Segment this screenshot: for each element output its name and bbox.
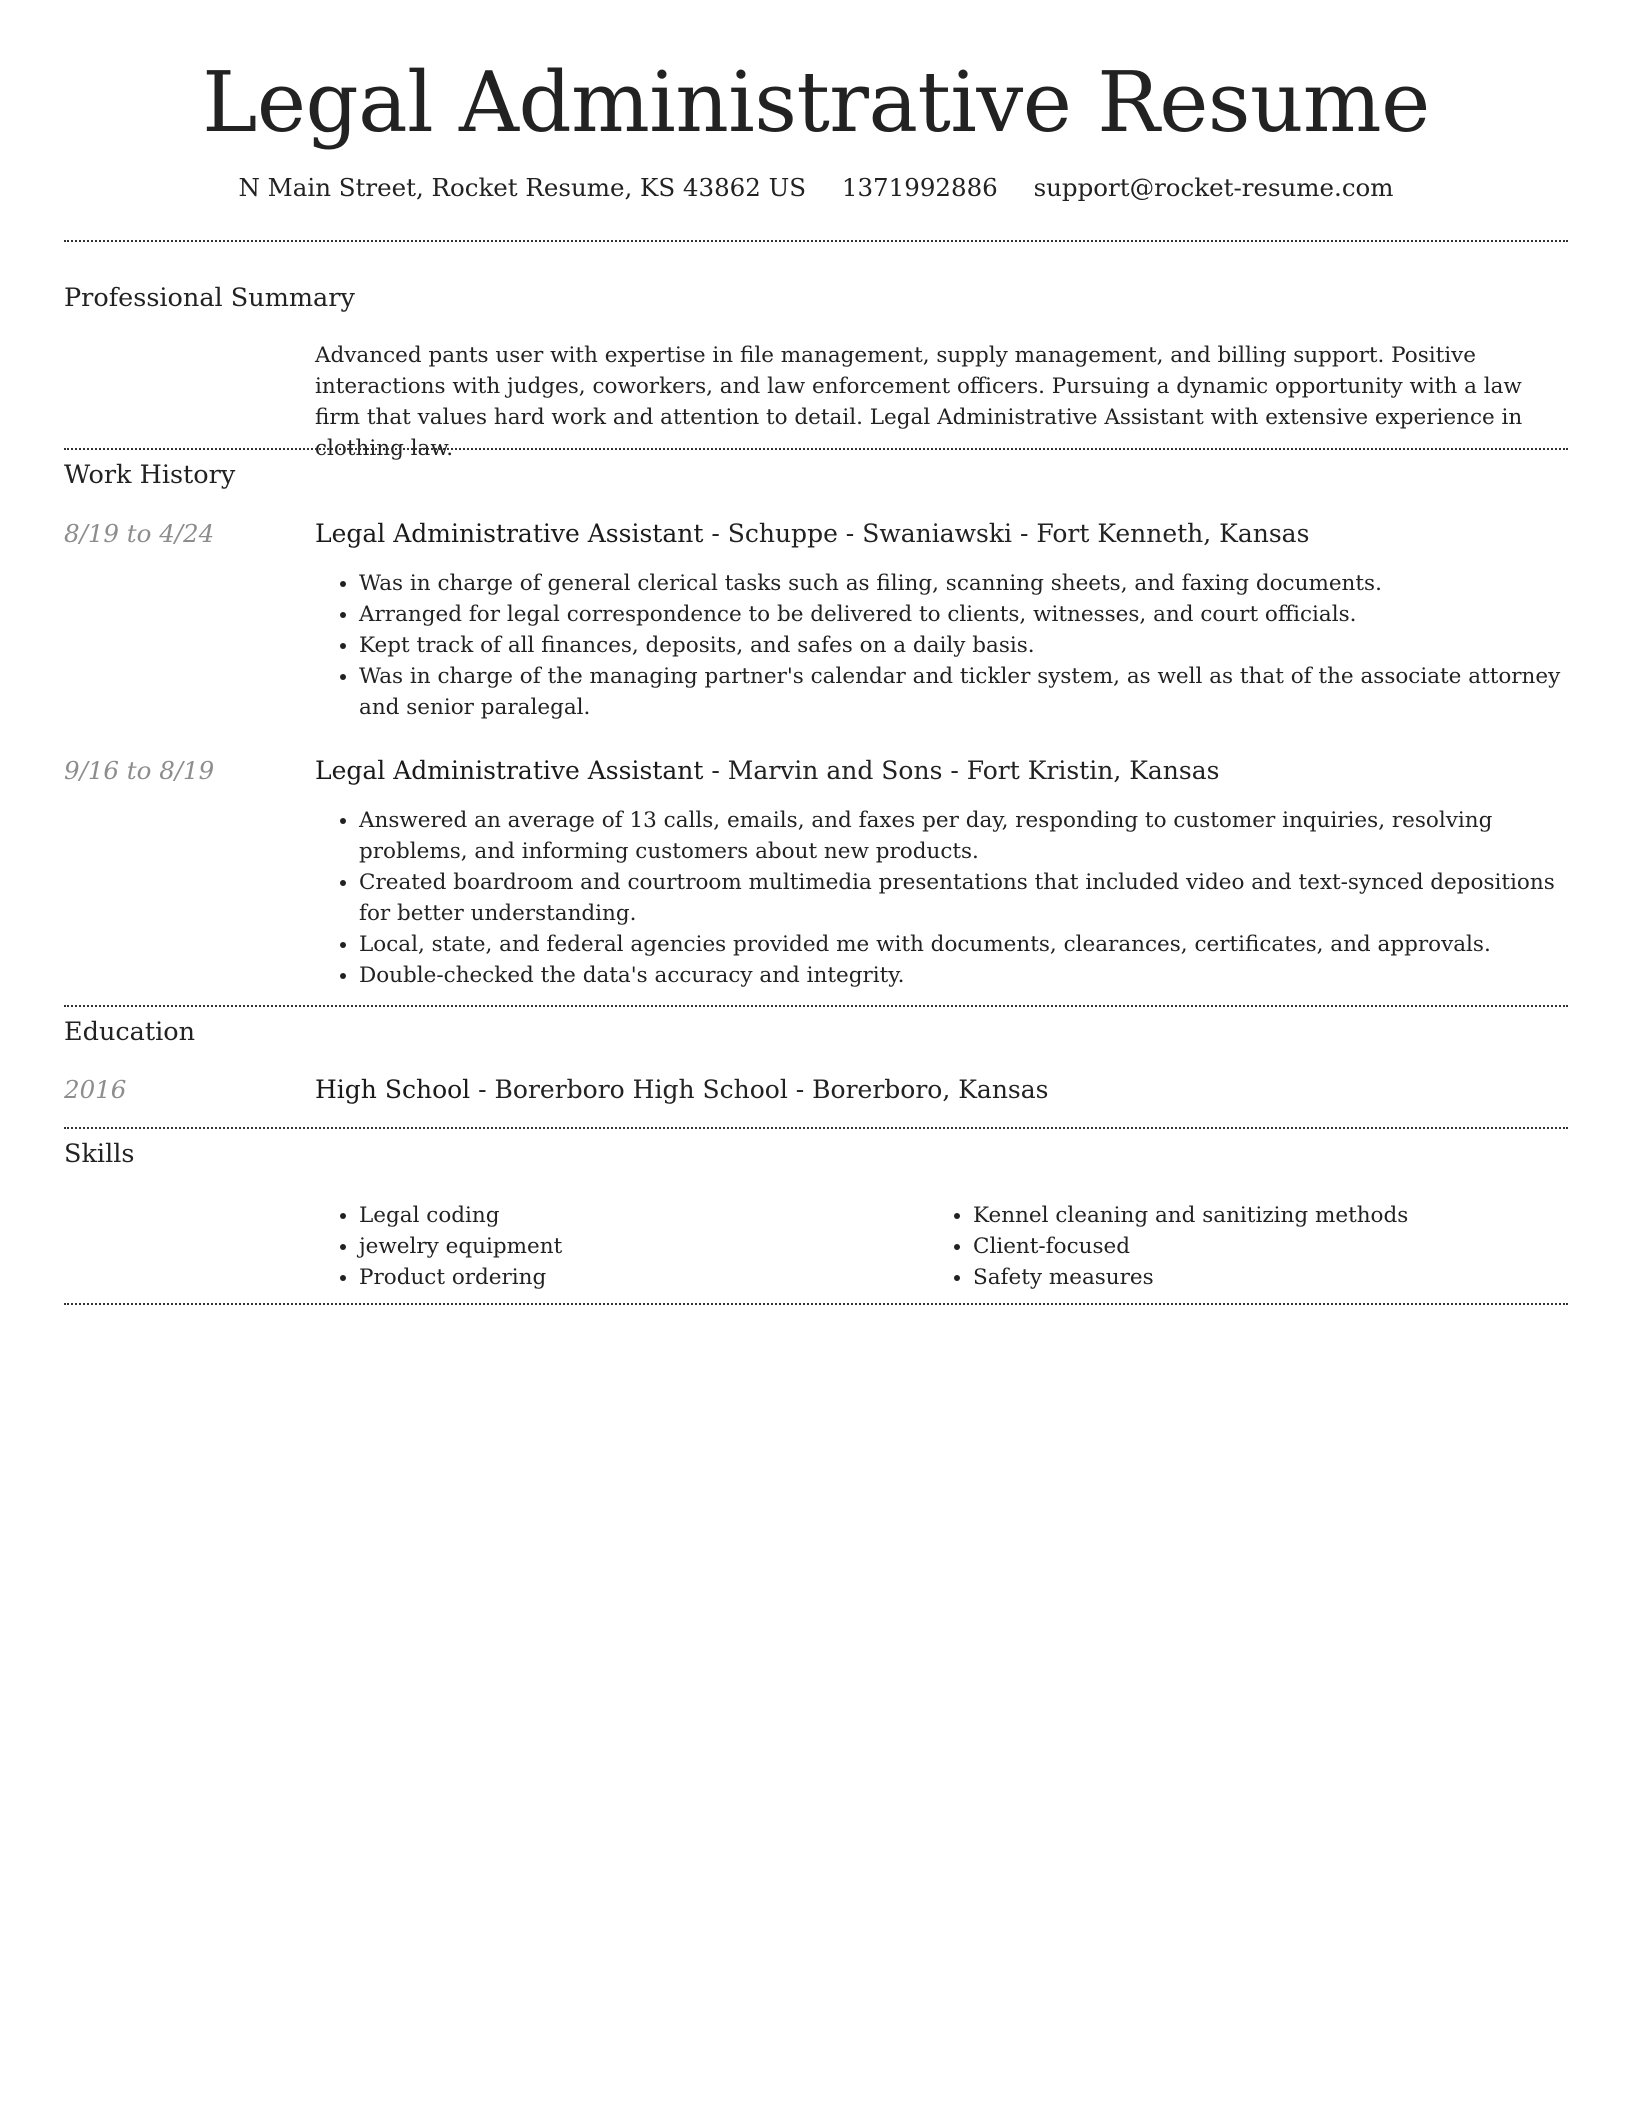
contact-line bbox=[0, 170, 1632, 206]
job-dates: 9/16 to 8/19 bbox=[64, 756, 215, 785]
skill-item: • Kennel cleaning and sanitizing methods bbox=[973, 1200, 1408, 1231]
skills-list-left bbox=[315, 1200, 562, 1293]
job-dates: 8/19 to 4/24 bbox=[64, 519, 215, 548]
job-role: Legal Administrative Assistant bbox=[315, 519, 704, 548]
job-bullet: • Local, state, and federal agencies provided me with documents, clearances, certificates, and approvals. bbox=[359, 929, 1565, 960]
job-bullet: • Arranged for legal correspondence to be delivered to clients, witnesses, and court officials. bbox=[359, 599, 1565, 630]
job-bullet: • Answered an average of 13 calls, emails, and faxes per day, responding to customer inquiries, resolving problems, and informing customers about new products. bbox=[359, 805, 1565, 867]
job-bullet-list bbox=[315, 568, 1565, 723]
job-role: Legal Administrative Assistant bbox=[315, 756, 704, 785]
job-bullet: • Was in charge of the managing partner's calendar and tickler system, as well as that of the associate attorney and senior paralegal. bbox=[359, 661, 1565, 723]
job-employer-location: - Schuppe - Swaniawski - Fort Kenneth, Kansas bbox=[703, 519, 1310, 548]
skill-item: • Legal coding bbox=[359, 1200, 562, 1231]
section-heading-education: Education bbox=[64, 1017, 196, 1047]
job-title bbox=[315, 516, 1309, 552]
job-bullet: • Was in charge of general clerical tasks such as filing, scanning sheets, and faxing documents. bbox=[359, 568, 1565, 599]
summary-text: Advanced pants user with expertise in file management, supply management, and billing support. Positive interactions with judges, coworkers, and law enforcement officers. Pursuing a dynamic opportunity with a law firm that values hard work and attention to detail. Legal Administrative Assistant with extensive experience in clothing law. bbox=[315, 343, 1523, 461]
contact-address: N Main Street, Rocket Resume, KS 43862 US bbox=[238, 173, 807, 202]
section-divider bbox=[64, 1303, 1568, 1305]
skill-item: • jewelry equipment bbox=[359, 1231, 562, 1262]
education-title bbox=[315, 1072, 1048, 1108]
skills-list-right bbox=[929, 1200, 1408, 1293]
contact-phone: 1371992886 bbox=[841, 173, 998, 202]
job-bullet-list bbox=[315, 805, 1565, 991]
section-heading-skills: Skills bbox=[64, 1139, 135, 1169]
job-bullet: • Created boardroom and courtroom multimedia presentations that included video and text-synced depositions for better understanding. bbox=[359, 867, 1565, 929]
section-divider bbox=[64, 1005, 1568, 1007]
skill-item: • Client-focused bbox=[973, 1231, 1408, 1262]
job-bullet: • Double-checked the data's accuracy and integrity. bbox=[359, 960, 1565, 991]
job-title bbox=[315, 753, 1219, 789]
education-year: 2016 bbox=[64, 1075, 127, 1104]
section-divider bbox=[64, 240, 1568, 242]
skill-item: • Product ordering bbox=[359, 1262, 562, 1293]
resume-title: Legal Administrative Resume bbox=[202, 54, 1430, 151]
section-heading-summary: Professional Summary bbox=[64, 283, 355, 313]
job-bullet: • Kept track of all finances, deposits, and safes on a daily basis. bbox=[359, 630, 1565, 661]
education-degree: High School bbox=[315, 1075, 471, 1104]
section-heading-work-history: Work History bbox=[64, 460, 236, 490]
section-divider bbox=[64, 1127, 1568, 1129]
section-divider bbox=[64, 448, 1568, 450]
skill-item: • Safety measures bbox=[973, 1262, 1408, 1293]
job-employer-location: - Marvin and Sons - Fort Kristin, Kansas bbox=[703, 756, 1220, 785]
contact-email: support@rocket-resume.com bbox=[1033, 173, 1394, 202]
education-school-location: - Borerboro High School - Borerboro, Kansas bbox=[470, 1075, 1049, 1104]
